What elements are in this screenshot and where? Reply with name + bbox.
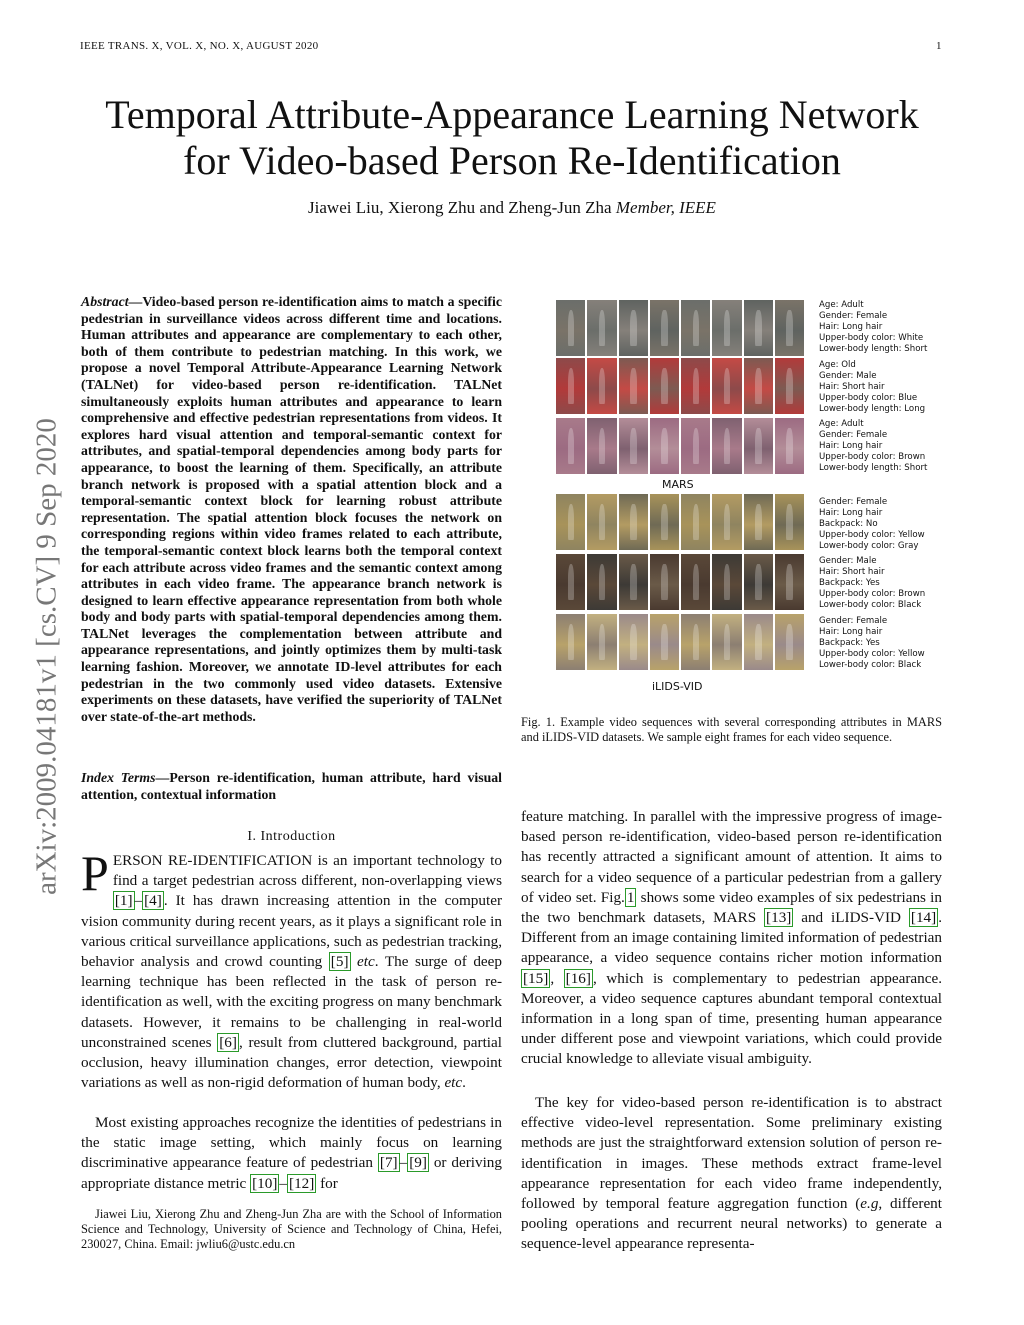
index-terms <box>81 770 502 803</box>
video-frame <box>619 418 648 474</box>
video-frame <box>744 614 773 670</box>
attribute-list <box>819 360 925 415</box>
video-frame <box>587 418 616 474</box>
video-frame <box>775 554 804 610</box>
video-frame <box>681 494 710 550</box>
attribute-line: Lower-body color: Gray <box>819 541 919 551</box>
index-terms-text: —Person re-identification, human attribute, hard visual attention, contextual information <box>81 770 502 802</box>
intro-text: – <box>134 892 143 910</box>
citation-link[interactable]: [15] <box>523 969 549 987</box>
video-frame <box>744 358 773 414</box>
citation-link[interactable]: [12] <box>289 1174 315 1192</box>
citation-link[interactable]: [6] <box>219 1033 237 1051</box>
author-list <box>60 198 964 218</box>
video-frame <box>712 554 741 610</box>
attribute-line: Age: Adult <box>819 300 864 310</box>
attribute-line: Hair: Long hair <box>819 441 883 451</box>
video-frame <box>775 614 804 670</box>
body-text: , different pooling operations and recurrent neural networks) to generate a sequence-level appearance representa- <box>521 1195 942 1253</box>
video-frame <box>556 418 585 474</box>
body-text: and iLIDS-VID <box>793 909 909 927</box>
attribute-line: Backpack: No <box>819 519 878 529</box>
abstract-label: Abstract <box>81 294 129 309</box>
video-sequence-2 <box>556 358 804 414</box>
attribute-line: Hair: Short hair <box>819 567 885 577</box>
attribute-line: Upper-body color: Brown <box>819 589 926 599</box>
attribute-line: Backpack: Yes <box>819 578 880 588</box>
paper-title <box>60 92 964 184</box>
attribute-line: Lower-body length: Long <box>819 404 926 414</box>
citation-link[interactable]: [4] <box>144 892 162 910</box>
video-sequence-6 <box>556 614 804 670</box>
arxiv-stamp <box>22 360 62 960</box>
video-frame <box>556 494 585 550</box>
intro-text: ERSON RE-IDENTIFICATION is an important technology to find a target pedestrian across different, non-overlapping views <box>112 852 502 890</box>
body-text: . Different from an image containing limited information of pedestrian appearance, a video sequence contains richer motion information <box>521 909 943 967</box>
body-text: shows some video examples of six pedestrians in the two benchmark datasets, MARS <box>521 888 942 927</box>
video-frame <box>619 494 648 550</box>
attribute-line: Lower-body length: Short <box>819 463 928 473</box>
video-frame <box>650 358 679 414</box>
attribute-line: Hair: Long hair <box>819 508 883 518</box>
intro-text: , result from cluttered background, partial occlusion, heavy illumination changes, error detection, viewpoint variations as well as non-rigid deformation of human body, <box>81 1033 502 1092</box>
arxiv-stamp-text: arXiv:2009.04181v1 [cs.CV] 9 Sep 2020 <box>30 418 63 895</box>
attribute-line: Lower-body color: Black <box>819 660 922 670</box>
video-frame <box>650 614 679 670</box>
video-sequence-3 <box>556 418 804 474</box>
figure-1 <box>556 296 946 696</box>
video-frame <box>712 358 741 414</box>
video-frame <box>619 358 648 414</box>
intro-text: – <box>279 1174 288 1192</box>
attribute-line: Upper-body color: Yellow <box>819 530 925 540</box>
video-frame <box>744 300 773 356</box>
citation-link[interactable]: [13] <box>766 909 792 927</box>
video-frame <box>556 554 585 610</box>
citation-link[interactable]: [9] <box>409 1154 427 1172</box>
dataset-label-mars: MARS <box>662 478 694 491</box>
video-frame <box>775 358 804 414</box>
attribute-line: Hair: Short hair <box>819 382 885 392</box>
attribute-line: Upper-body color: Yellow <box>819 649 925 659</box>
video-frame <box>712 614 741 670</box>
video-sequence-1 <box>556 300 804 356</box>
video-frame <box>681 614 710 670</box>
body-text: , <box>550 969 564 987</box>
intro-text: or deriving appropriate distance metric <box>81 1154 502 1192</box>
right-paragraph-1 <box>521 807 942 1070</box>
video-frame <box>775 494 804 550</box>
video-frame <box>744 494 773 550</box>
affiliation-footnote: Jiawei Liu, Xierong Zhu and Zheng-Jun Zha are with the School of Information Science and Technology, University of Science and Technology of China, Hefei, 230027, China. Email: jwliu6@ustc.edu.cn <box>81 1207 502 1251</box>
dataset-label-ilids-vid: iLIDS-VID <box>652 680 703 693</box>
attribute-list <box>819 616 925 671</box>
index-terms-label: Index Terms <box>81 770 156 785</box>
video-frame <box>650 554 679 610</box>
intro-text: for <box>316 1174 338 1192</box>
attribute-line: Gender: Female <box>819 311 888 321</box>
video-frame <box>650 418 679 474</box>
video-frame <box>587 358 616 414</box>
attribute-line: Upper-body color: Blue <box>819 393 918 403</box>
intro-text: – <box>399 1154 408 1172</box>
video-frame <box>619 300 648 356</box>
video-sequence-4 <box>556 494 804 550</box>
attribute-line: Hair: Long hair <box>819 322 883 332</box>
figure-caption: Fig. 1. Example video sequences with several corresponding attributes in MARS and iLIDS-VID datasets. We sample eight frames for each video sequence. <box>521 715 942 745</box>
citation-link[interactable]: [14] <box>910 909 937 927</box>
intro-text: etc <box>350 953 375 971</box>
citation-link[interactable]: [7] <box>379 1154 398 1172</box>
citation-link[interactable]: [1] <box>114 892 133 910</box>
citation-link[interactable]: [5] <box>330 953 349 971</box>
video-frame <box>712 418 741 474</box>
video-frame <box>556 300 585 356</box>
video-frame <box>681 418 710 474</box>
body-text: , which is complementary to pedestrian appearance. Moreover, a video sequence captures abundant temporal contextual information in a long span of time, presenting human appearance under different pose and viewpoint variations, which could provide crucial knowledge to alleviate visual ambiguity. <box>521 969 943 1068</box>
abstract-text: —Video-based person re-identification aims to match a specific pedestrian in surveillance videos across different time and locations. Human attributes and appearance are complementary to each other, both of them contribute to pedestrian matching. In this work, we propose a novel Temporal Attribute-Appearance Learning Network (TALNet) for video-based person re-identification. TALNet simultaneously exploits human attributes and appearance to learn comprehensive and effective pedestrian representations from videos. It explores hard visual attention and temporal-semantic context for attributes, and spatial-temporal dependencies among body parts for appearance, to boost the learning of them. Specifically, an attribute branch network is proposed with a spatial attention block and a temporal-semantic context block for learning robust attribute representation. The spatial attention block focuses the network on corresponding regions within video frames related to each attribute, the temporal-semantic context block learns both the temporal context for each attribute across video frames and the semantic context among attributes in each video frame. The appearance branch network is designed to learn effective appearance representation from both whole body and body parts with spatial-temporal dependencies among them. TALNet leverages the complementation between attribute and appearance representations, and jointly optimizes them by multi-task learning fashion. Moreover, we annotate ID-level attributes for each pedestrian in the two commonly used video datasets. Extensive experiments on these datasets, have verified the superiority of TALNet over state-of-the-art methods. <box>81 294 502 724</box>
abstract <box>81 294 502 725</box>
attribute-line: Upper-body color: White <box>819 333 924 343</box>
body-text: The key for video-based person re-identification is to abstract effective video-level representation. Some preliminary existing methods are just the straightforward extension solution of person re-identification in images. These methods extract frame-level appearance representation for each video frame independently, followed by temporal feature aggregation function ( <box>521 1094 942 1213</box>
intro-text: Most existing approaches recognize the identities of pedestrians in the static image setting, which mainly focus on learning discriminative appearance feature of pedestrian <box>81 1114 502 1172</box>
attribute-line: Gender: Male <box>819 556 877 566</box>
attribute-line: Gender: Female <box>819 497 888 507</box>
attribute-list <box>819 556 925 611</box>
attribute-line: Upper-body color: Brown <box>819 452 926 462</box>
attribute-list <box>819 419 927 474</box>
video-frame <box>681 300 710 356</box>
right-paragraph-2 <box>521 1093 942 1255</box>
attribute-line: Backpack: Yes <box>819 638 880 648</box>
video-frame <box>775 300 804 356</box>
attribute-line: Age: Adult <box>819 419 864 429</box>
author-membership: Member, IEEE <box>615 198 716 217</box>
attribute-list <box>819 300 927 355</box>
intro-text: . <box>462 1074 466 1092</box>
citation-link[interactable]: [16] <box>565 969 591 987</box>
figure-link[interactable]: 1 <box>626 888 635 906</box>
intro-paragraph-1 <box>81 845 502 1093</box>
attribute-line: Lower-body length: Short <box>819 344 928 354</box>
drop-cap: P <box>81 845 109 901</box>
video-frame <box>587 300 616 356</box>
video-frame <box>650 494 679 550</box>
video-frame <box>650 300 679 356</box>
page-number: 1 <box>936 40 942 52</box>
video-frame <box>556 358 585 414</box>
video-frame <box>556 614 585 670</box>
intro-text: etc <box>444 1074 463 1092</box>
video-frame <box>775 418 804 474</box>
video-frame <box>587 614 616 670</box>
attribute-line: Gender: Male <box>819 371 877 381</box>
video-frame <box>619 554 648 610</box>
video-frame <box>619 614 648 670</box>
video-sequence-5 <box>556 554 804 610</box>
attribute-line: Hair: Long hair <box>819 627 883 637</box>
attribute-line: Gender: Female <box>819 430 888 440</box>
intro-paragraph-2 <box>81 1113 502 1194</box>
author-names: Jiawei Liu, Xierong Zhu and Zheng-Jun Zha <box>308 198 616 217</box>
attribute-line: Gender: Female <box>819 616 888 626</box>
video-frame <box>744 418 773 474</box>
title-line-2: for Video-based Person Re-Identification <box>183 138 841 183</box>
video-frame <box>681 554 710 610</box>
section-heading: I. Introduction <box>247 829 336 844</box>
video-frame <box>712 494 741 550</box>
intro-text: . It has drawn increasing attention in the computer vision community during recent years, as it plays a significant role in various critical surveillance applications, such as pedestrian tracking, behavior analysis and crowd counting <box>81 892 502 971</box>
attribute-list <box>819 497 925 552</box>
body-text: feature matching. In parallel with the impressive progress of image-based person re-identification, video-based person re-identification has recently attracted a significant amount of attention. It aims to search for a video sequence of a particular pedestrian from a gallery of video set. Fig. <box>521 808 942 906</box>
attribute-line: Age: Old <box>819 360 856 370</box>
video-frame <box>681 358 710 414</box>
citation-link[interactable]: [10] <box>252 1174 278 1192</box>
video-frame <box>744 554 773 610</box>
video-frame <box>587 494 616 550</box>
running-header: IEEE TRANS. X, VOL. X, NO. X, AUGUST 2020 <box>80 40 319 52</box>
video-frame <box>587 554 616 610</box>
intro-text: . The surge of deep learning technique has been reflected in the task of person re-identification as well, with the exciting progress on many benchmark datasets. However, it remains to be challenging in real-world unconstrained scenes <box>81 953 502 1051</box>
attribute-line: Lower-body color: Black <box>819 600 922 610</box>
video-frame <box>712 300 741 356</box>
body-text: e.g <box>860 1195 879 1213</box>
title-line-1: Temporal Attribute-Appearance Learning Network <box>105 92 919 137</box>
